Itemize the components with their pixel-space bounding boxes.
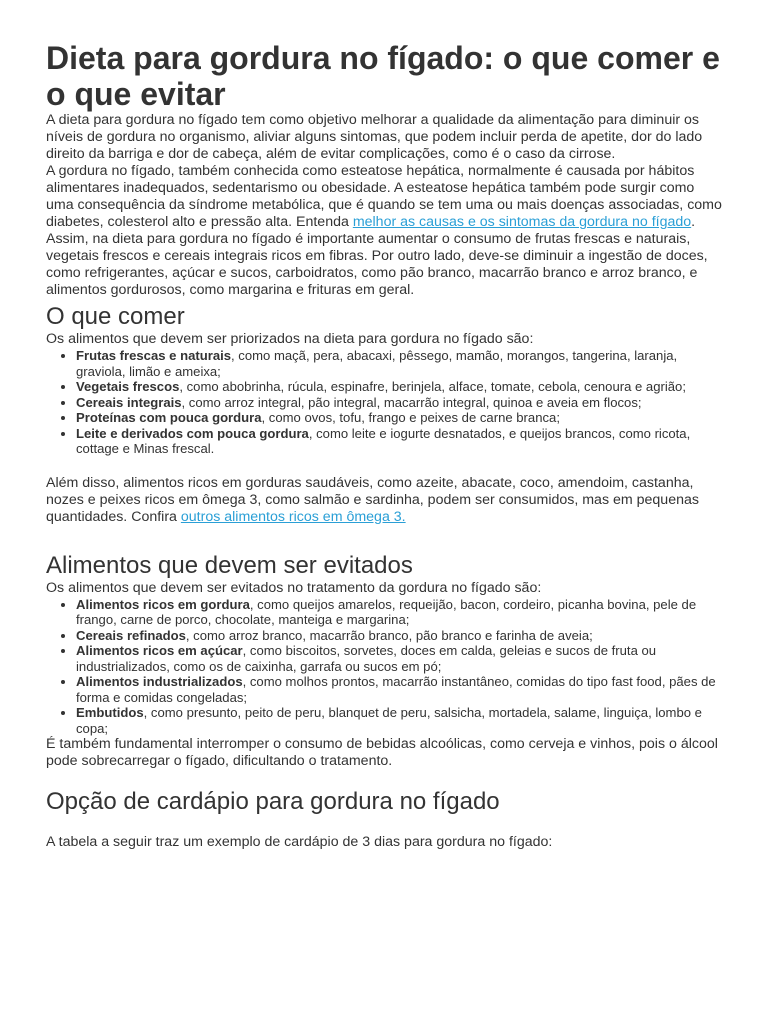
list-item-bold: Alimentos ricos em gordura bbox=[76, 596, 250, 612]
list-item bbox=[76, 395, 724, 411]
menu-lead: A tabela a seguir traz um exemplo de cardápio de 3 dias para gordura no fígado: bbox=[46, 834, 553, 850]
avoid-list bbox=[46, 597, 724, 737]
list-item-text: , como ovos, tofu, frango e peixes de carne branca; bbox=[261, 410, 560, 425]
list-item bbox=[76, 643, 724, 674]
list-item bbox=[76, 348, 724, 379]
list-item-text: , como arroz integral, pão integral, macarrão integral, quinoa e aveia em flocos; bbox=[181, 394, 642, 410]
intro-paragraph-1 bbox=[46, 112, 724, 163]
eat-list bbox=[46, 348, 724, 457]
list-item bbox=[76, 674, 724, 705]
list-item-text: , como molhos prontos, macarrão instantâneo, comidas do tipo fast food, pães de forma e comidas congeladas; bbox=[76, 674, 716, 705]
list-item-bold: Alimentos ricos em açúcar bbox=[76, 643, 243, 658]
intro-paragraph-2-end: . bbox=[691, 214, 696, 230]
eat-after-paragraph bbox=[46, 475, 724, 526]
section-heading-avoid: Alimentos que devem ser evitados bbox=[46, 551, 413, 579]
list-item-bold: Leite e derivados com pouca gordura bbox=[76, 425, 309, 441]
list-item bbox=[76, 705, 724, 736]
eat-after-text: Além disso, alimentos ricos em gorduras saudáveis, como azeite, abacate, coco, amendoim, castanha, nozes e peixes ricos em ômega 3, como salmão e sardinha, podem ser consumidos, mas em pequenas quantidades. Confira bbox=[46, 474, 699, 525]
omega3-link[interactable]: outros alimentos ricos em ômega 3. bbox=[180, 508, 406, 525]
list-item bbox=[76, 379, 724, 395]
list-item-bold: Embutidos bbox=[76, 705, 144, 720]
intro-paragraph-2-text: A gordura no fígado, também conhecida como esteatose hepática, normalmente é causada por hábitos alimentares inadequados, sedentarismo ou obesidade. A esteatose hepática também pode surgir como uma consequência da síndrome metabólica, que é quando se tem uma ou mais doenças associadas, como diabetes, colesterol alto e pressão alta. Entenda bbox=[46, 163, 722, 230]
list-item-bold: Frutas frescas e naturais bbox=[76, 348, 232, 363]
intro-paragraph-3 bbox=[46, 231, 724, 299]
list-item bbox=[76, 597, 724, 628]
list-item-text: , como abobrinha, rúcula, espinafre, berinjela, alface, tomate, cebola, cenoura e agrião; bbox=[179, 379, 686, 394]
list-item bbox=[76, 426, 724, 457]
list-item-bold: Alimentos industrializados bbox=[76, 674, 243, 689]
avoid-after-paragraph: É também fundamental interromper o consumo de bebidas alcoólicas, como cerveja e vinhos, pois o álcool pode sobrecarregar o fígado, dificultando o tratamento. bbox=[46, 736, 718, 769]
intro-paragraph-3-text: Assim, na dieta para gordura no fígado é importante aumentar o consumo de frutas frescas e naturais, vegetais frescos e cereais integrais ricos em fibras. Por outro lado, deve-se diminuir a ingestão de doces, como refrigerantes, açúcar e sucos, carboidratos, como pão branco, macarrão branco e arroz branco, e alimentos gordurosos, como margarina e frituras em geral. bbox=[46, 231, 708, 298]
list-item-text: , como presunto, peito de peru, blanquet de peru, salsicha, mortadela, salame, linguiça, lombo e copa; bbox=[76, 705, 702, 736]
intro-paragraph-1-text: A dieta para gordura no fígado tem como objetivo melhorar a qualidade da alimentação para diminuir os níveis de gordura no organismo, aliviar alguns sintomas, que podem incluir perda de apetite, dor do lado direito da barriga e dor de cabeça, além de evitar complicações, como é o caso da cirrose. bbox=[46, 112, 703, 162]
list-item-text: , como queijos amarelos, requeijão, bacon, cordeiro, picanha bovina, pele de frango, carne de porco, chocolate, manteiga e margarina; bbox=[76, 596, 697, 627]
causes-symptoms-link[interactable]: melhor as causas e os sintomas da gordura no fígado bbox=[352, 214, 692, 230]
list-item-text: , como maçã, pera, abacaxi, pêssego, mamão, morangos, tangerina, laranja, graviola, limão e ameixa; bbox=[76, 348, 678, 379]
list-item-text: , como leite e iogurte desnatados, e queijos brancos, como ricota, cottage e Minas frescal. bbox=[76, 425, 691, 456]
section-heading-menu: Opção de cardápio para gordura no fígado bbox=[46, 788, 500, 815]
list-item-text: , como arroz branco, macarrão branco, pão branco e farinha de aveia; bbox=[185, 627, 593, 643]
list-item-bold: Vegetais frescos bbox=[76, 379, 180, 394]
list-item-bold: Proteínas com pouca gordura bbox=[76, 410, 262, 425]
list-item bbox=[76, 628, 724, 644]
avoid-lead: Os alimentos que devem ser evitados no tratamento da gordura no fígado são: bbox=[46, 579, 542, 596]
eat-lead: Os alimentos que devem ser priorizados na dieta para gordura no fígado são: bbox=[46, 331, 534, 347]
list-item-bold: Cereais refinados bbox=[76, 627, 186, 643]
list-item-bold: Cereais integrais bbox=[76, 394, 182, 410]
intro-paragraph-2 bbox=[46, 163, 724, 231]
page-title: Dieta para gordura no fígado: o que comer e o que evitar bbox=[46, 40, 720, 112]
list-item-text: , como biscoitos, sorvetes, doces em calda, geleias e sucos de fruta ou industrializados, como os de caixinha, garrafa ou sucos em pó; bbox=[76, 643, 657, 674]
list-item bbox=[76, 410, 724, 426]
section-heading-what-to-eat: O que comer bbox=[46, 303, 185, 330]
